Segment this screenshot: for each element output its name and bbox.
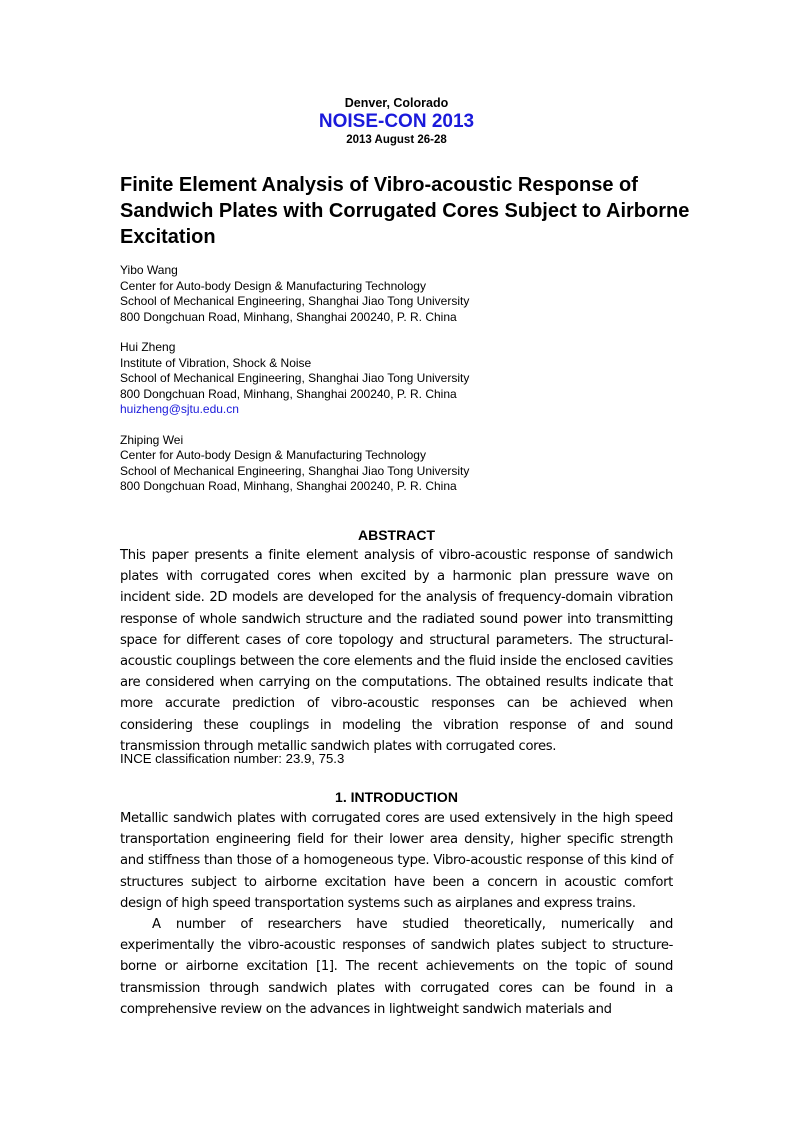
author-school: School of Mechanical Engineering, Shanghai Jiao Tong University [120, 371, 470, 385]
author-name: Hui Zheng [120, 340, 176, 354]
author-school: School of Mechanical Engineering, Shanghai Jiao Tong University [120, 463, 470, 478]
author-list [120, 263, 680, 510]
conference-header [0, 95, 793, 147]
abstract-heading: ABSTRACT [358, 527, 435, 543]
abstract-text: This paper presents a finite element analysis of vibro-acoustic response of sandwich plates with corrugated cores when excited by a harmonic plan pressure wave on incident side. 2D models are developed for the analysis of frequency-domain vibration response of whole sandwich structure and the radiated sound power into transmitting space for different cases of core topology and structural parameters. The structural-acoustic couplings between the core elements and the fluid inside the enclosed cavities are considered when carrying on the computations. The obtained results indicate that more accurate prediction of vibro-acoustic responses can be achieved when considering these couplings in modeling the vibration response of and sound transmission through metallic sandwich plates with corrugated cores. [120, 548, 673, 754]
conference-name: NOISE-CON 2013 [318, 111, 475, 132]
author-block [120, 433, 680, 495]
introduction-paragraph: A number of researchers have studied theoretically, numerically and experimentally the vibro-acoustic responses of sandwich plates subject to structure-borne or airborne excitation [1]. The recent achievements on the topic of sound transmission through sandwich plates with corrugated cores can be found in a comprehensive review on the advances in lightweight sandwich materials and [120, 917, 673, 1017]
author-address: 800 Dongchuan Road, Minhang, Shanghai 200240, P. R. China [120, 386, 457, 401]
ince-classification: INCE classification number: 23.9, 75.3 [120, 751, 345, 766]
paper-title: Finite Element Analysis of Vibro-acoustic Response of Sandwich Plates with Corrugated Cores Subject to Airborne Excitation [120, 174, 690, 248]
conference-date: 2013 August 26-28 [346, 134, 447, 146]
author-block [120, 340, 680, 418]
author-address: 800 Dongchuan Road, Minhang, Shanghai 200240, P. R. China [120, 479, 457, 493]
author-name: Yibo Wang [120, 263, 178, 277]
author-affiliation: Institute of Vibration, Shock & Noise [120, 355, 312, 370]
author-affiliation: Center for Auto-body Design & Manufacturing Technology [120, 448, 426, 462]
author-affiliation: Center for Auto-body Design & Manufacturing Technology [120, 278, 426, 293]
author-name: Zhiping Wei [120, 432, 184, 447]
introduction-paragraph: Metallic sandwich plates with corrugated cores are used extensively in the high speed transportation engineering field for their lower area density, higher specific strength and stiffness than those of a homogeneous type. Vibro-acoustic response of this kind of structures subject to airborne excitation have been a concern in acoustic comfort design of high speed transportation systems such as airplanes and express trains. [120, 811, 673, 911]
author-email-link[interactable]: huizheng@sjtu.edu.cn [120, 402, 239, 416]
introduction-heading: 1. INTRODUCTION [335, 789, 458, 805]
conference-location: Denver, Colorado [344, 96, 449, 110]
author-school: School of Mechanical Engineering, Shanghai Jiao Tong University [120, 294, 470, 308]
author-address: 800 Dongchuan Road, Minhang, Shanghai 200240, P. R. China [120, 309, 457, 324]
author-block [120, 263, 680, 325]
